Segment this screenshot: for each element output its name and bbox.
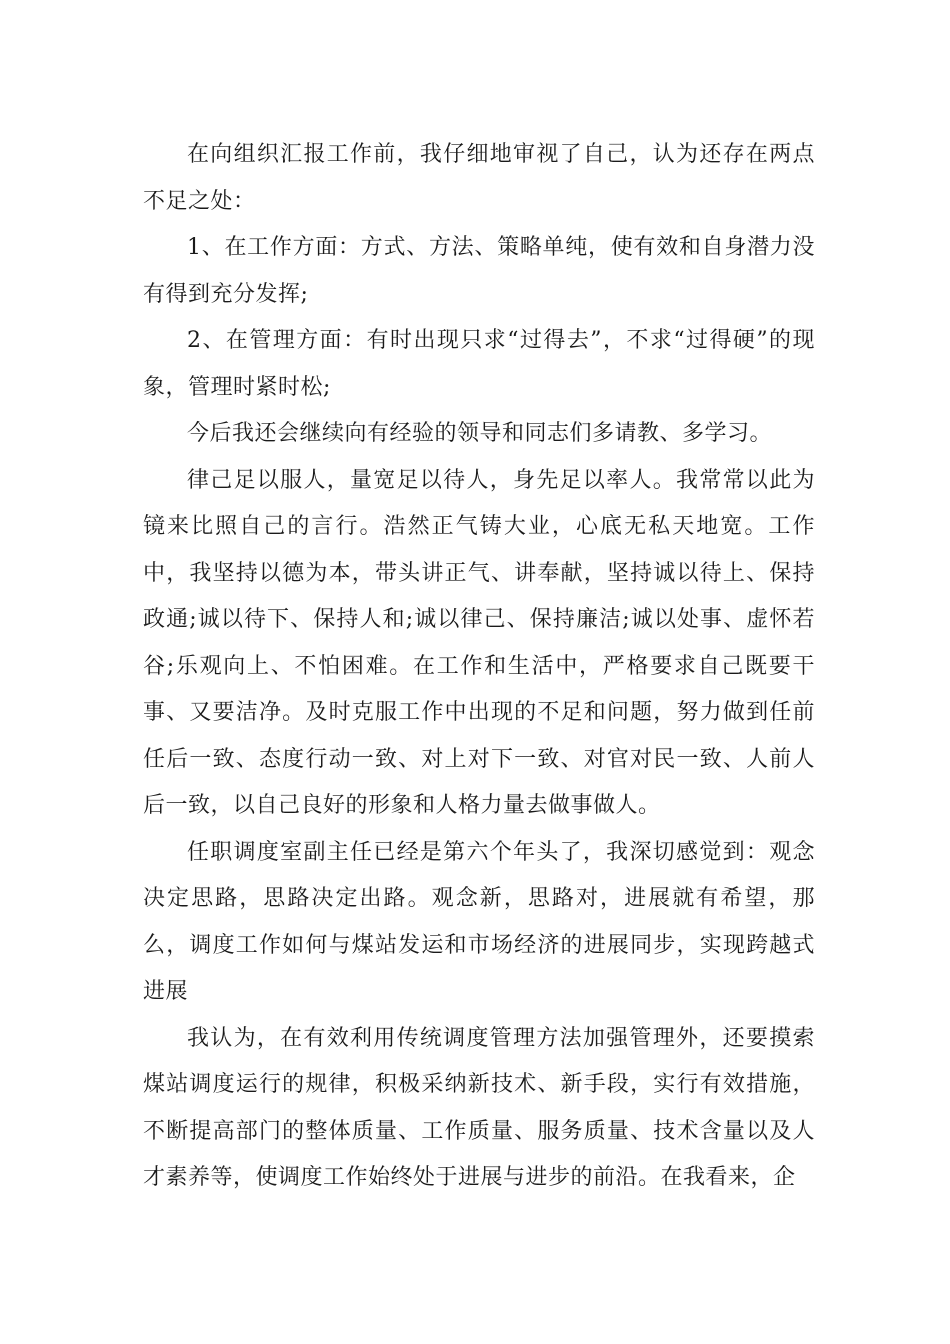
document-body — [143, 132, 815, 1202]
paragraph-point-2: 2、在管理方面：有时出现只求“过得去”，不求“过得硬”的现象，管理时紧时松; — [143, 328, 815, 400]
paragraph-dispatch-role: 任职调度室副主任已经是第六个年头了，我深切感觉到：观念决定思路，思路决定出路。观念新，思路对，进展就有希望，那么，调度工作如何与煤站发运和市场经济的进展同步，实现跨越式进展 — [143, 839, 815, 1004]
paragraph-point-1: 1、在工作方面：方式、方法、策略单纯，使有效和自身潜力没有得到充分发挥; — [143, 235, 815, 307]
paragraph-management-methods: 我认为，在有效利用传统调度管理方法加强管理外，还要摸索煤站调度运行的规律，积极采纳新技术、新手段，实行有效措施，不断提高部门的整体质量、工作质量、服务质量、技术含量以及人才素养等，使调度工作始终处于进展与进步的前沿。在我看来，企 — [143, 1025, 815, 1190]
paragraph-self-discipline: 律己足以服人，量宽足以待人，身先足以率人。我常常以此为镜来比照自己的言行。浩然正气铸大业，心底无私天地宽。工作中，我坚持以德为本，带头讲正气、讲奉献，坚持诚以待上、保持政通;诚以待下、保持人和;诚以律己、保持廉洁;诚以处事、虚怀若谷;乐观向上、不怕困难。在工作和生活中，严格要求自己既要干事、又要洁净。及时克服工作中出现的不足和问题，努力做到任前任后一致、态度行动一致、对上对下一致、对官对民一致、人前人后一致，以自己良好的形象和人格力量去做事做人。 — [143, 467, 815, 818]
paragraph-future-learning: 今后我还会继续向有经验的领导和同志们多请教、多学习。 — [187, 421, 773, 446]
paragraph-intro: 在向组织汇报工作前，我仔细地审视了自己，认为还存在两点不足之处： — [143, 142, 815, 214]
